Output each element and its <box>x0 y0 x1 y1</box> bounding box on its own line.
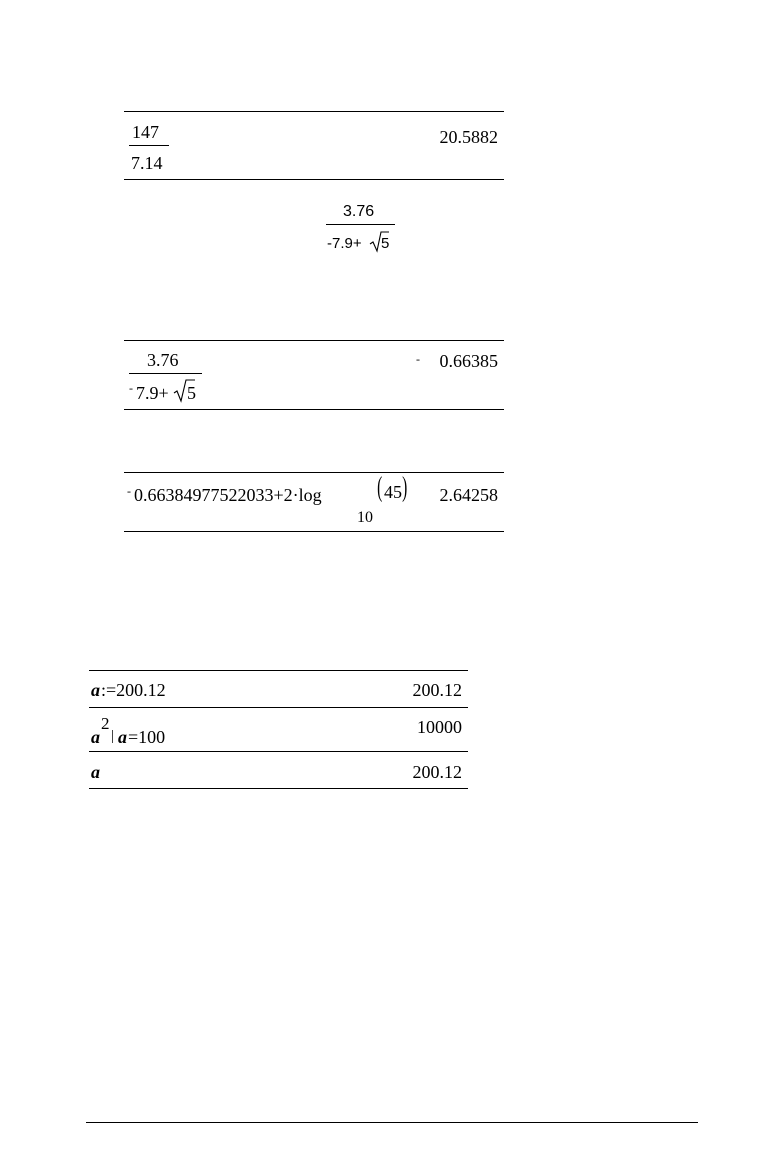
constraint-text: =100 <box>128 727 166 747</box>
fraction-denominator-sign: - <box>129 381 133 395</box>
fraction-bar <box>129 145 169 146</box>
row-result: 200.12 <box>412 680 462 700</box>
fraction-radicand: 5 <box>187 383 196 403</box>
table-bottom-rule <box>89 788 468 789</box>
fraction-denominator: 7.9+ <box>136 383 169 403</box>
result-sign: - <box>416 352 420 366</box>
row-result: 200.12 <box>412 762 462 782</box>
expression-sign: - <box>127 484 131 498</box>
log-argument: 45 <box>384 482 402 502</box>
table-row-rule <box>89 707 468 708</box>
variable-name: a <box>91 762 100 782</box>
typed-denominator: -7.9+ <box>327 235 362 252</box>
log-base: 10 <box>357 509 373 526</box>
typed-radicand: 5 <box>381 235 390 252</box>
constraint-variable: a <box>118 727 127 747</box>
row-result: 10000 <box>417 717 462 737</box>
divider-bottom-3 <box>124 531 504 532</box>
table-row-rule <box>89 751 468 752</box>
table-top-rule <box>89 670 468 671</box>
fraction-numerator: 3.76 <box>147 350 179 370</box>
constraint-bar: | <box>111 728 115 744</box>
fraction-numerator: 147 <box>132 122 159 142</box>
variable-name: a <box>91 727 100 747</box>
divider-bottom-1 <box>124 179 504 180</box>
typed-fraction-bar <box>326 224 395 225</box>
left-paren: ( <box>377 472 383 503</box>
fraction-bar <box>129 373 202 374</box>
result-value: 0.66385 <box>439 351 498 371</box>
footer-rule <box>86 1122 698 1123</box>
exponent: 2 <box>101 714 110 733</box>
assignment-text: :=200.12 <box>101 680 166 700</box>
fraction-denominator: 7.14 <box>131 153 163 173</box>
divider-bottom-2 <box>124 409 504 410</box>
variable-name: a <box>91 680 100 700</box>
divider-top-2 <box>124 340 504 341</box>
expression-text: 0.66384977522033+2·log <box>134 485 322 505</box>
result-value: 2.64258 <box>439 485 498 505</box>
divider-top-3 <box>124 472 504 473</box>
divider-top-1 <box>124 111 504 112</box>
right-paren: ) <box>402 472 408 503</box>
typed-numerator: 3.76 <box>343 203 375 220</box>
result-value: 20.5882 <box>439 127 498 147</box>
